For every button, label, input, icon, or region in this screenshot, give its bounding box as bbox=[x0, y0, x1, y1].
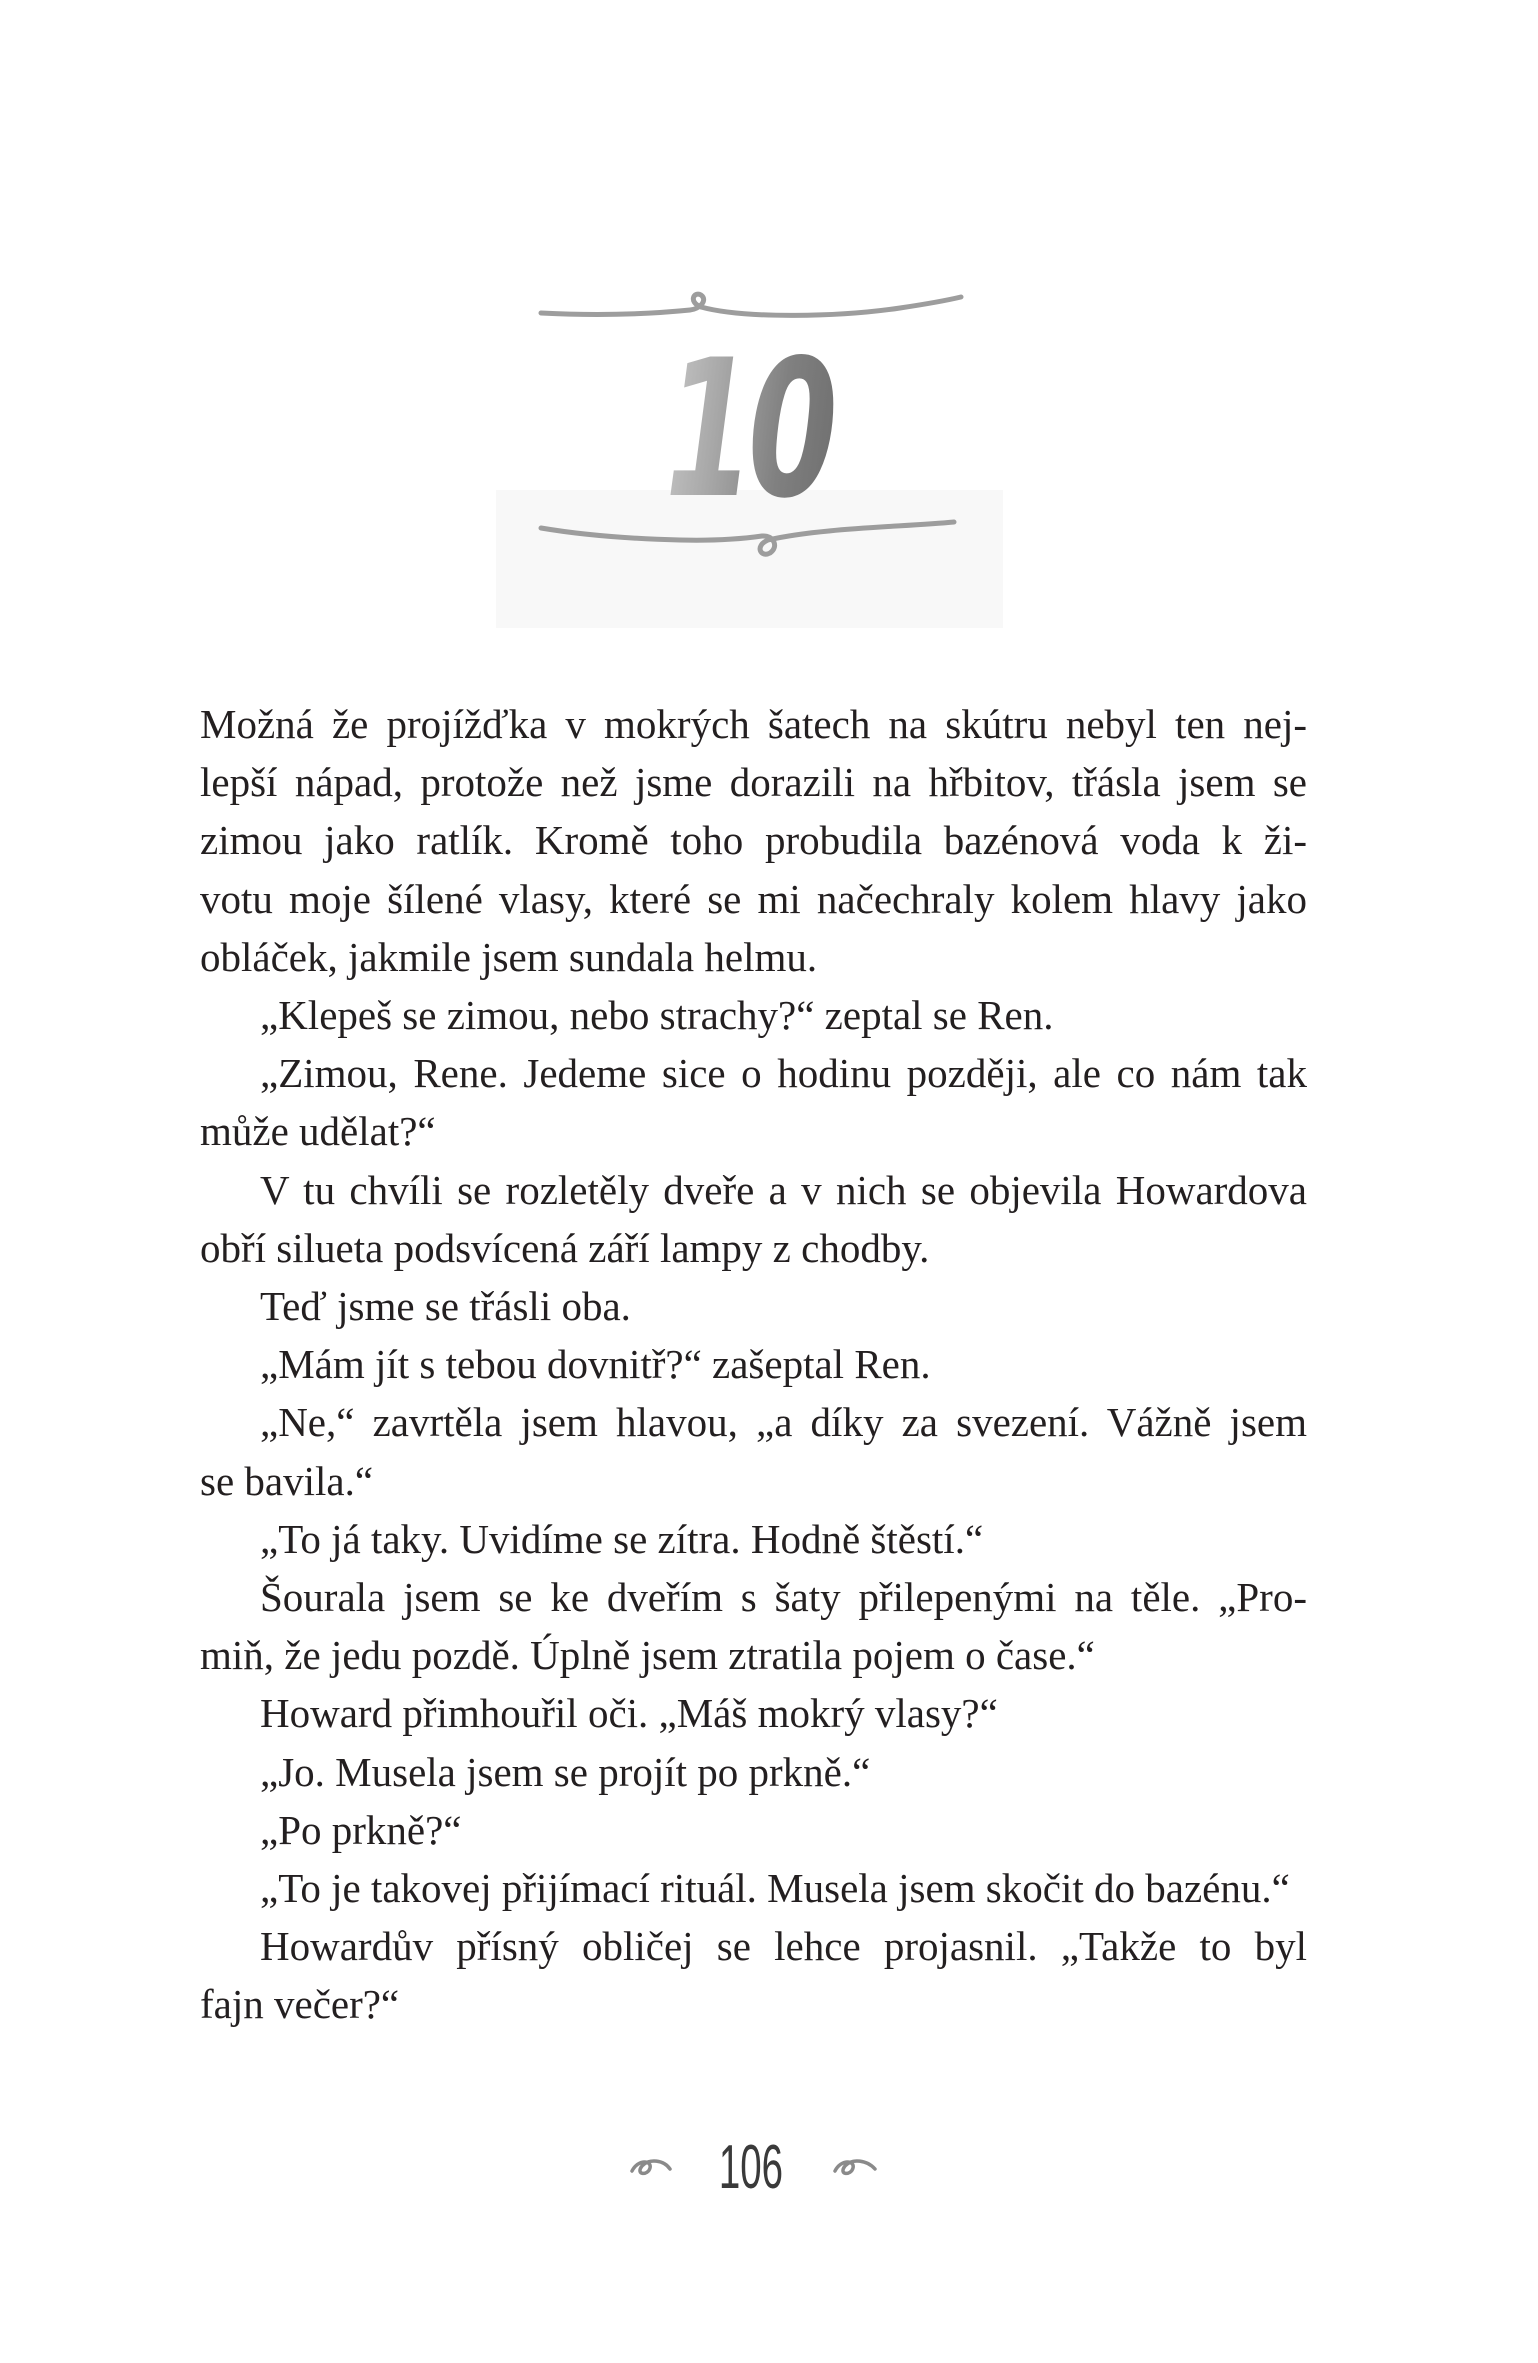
text-line: miň, že jedu pozdě. Úplně jsem ztratila pojem o čase.“ bbox=[200, 1632, 1095, 1679]
text-line: Možná že projížďka v mokrých šatech na skútru nebyl ten nej- bbox=[200, 701, 1307, 747]
text-line: lepší nápad, protože než jsme dorazili na hřbitov, třásla jsem se bbox=[200, 759, 1307, 806]
page-ornament-left-icon bbox=[632, 2161, 670, 2173]
paragraph bbox=[200, 1277, 1307, 1335]
paragraph bbox=[200, 1393, 1307, 1509]
paragraph bbox=[200, 1335, 1307, 1393]
text-line: Šourala jsem se ke dveřím s šaty přilepenými na těle. „Pro- bbox=[260, 1574, 1307, 1621]
paragraph bbox=[200, 1801, 1307, 1859]
text-line: V tu chvíli se rozletěly dveře a v nich se objevila Howardova bbox=[260, 1166, 1307, 1213]
text-line: „Klepeš se zimou, nebo strachy?“ zeptal se Ren. bbox=[260, 992, 1054, 1039]
text-line: „To je takovej přijímací rituál. Musela jsem skočit do bazénu.“ bbox=[260, 1865, 1290, 1912]
paragraph bbox=[200, 1510, 1307, 1568]
paragraph bbox=[200, 1859, 1307, 1917]
text-line: se bavila.“ bbox=[200, 1457, 374, 1504]
chapter-body-text bbox=[200, 695, 1307, 2034]
text-line: „Jo. Musela jsem se projít po prkně.“ bbox=[260, 1748, 871, 1795]
text-line: „Mám jít s tebou dovnitř?“ zašeptal Ren. bbox=[260, 1341, 931, 1388]
text-line: může udělat?“ bbox=[200, 1108, 436, 1155]
page-ornament-right-icon bbox=[835, 2161, 875, 2173]
chapter-number: 10 bbox=[646, 335, 850, 525]
paragraph bbox=[200, 1743, 1307, 1801]
paragraph bbox=[200, 1684, 1307, 1742]
text-line: „Ne,“ zavrtěla jsem hlavou, „a díky za svezení. Vážně jsem bbox=[260, 1399, 1307, 1446]
paragraph bbox=[200, 1568, 1307, 1684]
text-line: obří silueta podsvícená září lampy z chodby. bbox=[200, 1224, 930, 1271]
text-line: fajn večer?“ bbox=[200, 1981, 400, 2028]
text-line: obláček, jakmile jsem sundala helmu. bbox=[200, 933, 818, 980]
chapter-ornament-top-icon bbox=[541, 294, 961, 315]
text-line: Teď jsme se třásli oba. bbox=[260, 1283, 631, 1330]
text-line: zimou jako ratlík. Kromě toho probudila bazénová voda k ži- bbox=[200, 817, 1307, 864]
text-line: „To já taky. Uvidíme se zítra. Hodně štěstí.“ bbox=[260, 1515, 984, 1562]
paragraph bbox=[200, 1161, 1307, 1277]
page-number: 106 bbox=[718, 2133, 784, 2202]
text-line: votu moje šílené vlasy, které se mi načechraly kolem hlavy jako bbox=[200, 875, 1307, 922]
text-line: Howardův přísný obličej se lehce projasnil. „Takže to byl bbox=[260, 1923, 1307, 1970]
paragraph bbox=[200, 986, 1307, 1044]
paragraph bbox=[200, 695, 1307, 986]
text-line: „Po prkně?“ bbox=[260, 1806, 462, 1853]
paragraph bbox=[200, 1044, 1307, 1160]
text-line: „Zimou, Rene. Jedeme sice o hodinu později, ale co nám tak bbox=[260, 1050, 1307, 1097]
paragraph bbox=[200, 1917, 1307, 2033]
text-line: Howard přimhouřil oči. „Máš mokrý vlasy?“ bbox=[260, 1690, 998, 1737]
